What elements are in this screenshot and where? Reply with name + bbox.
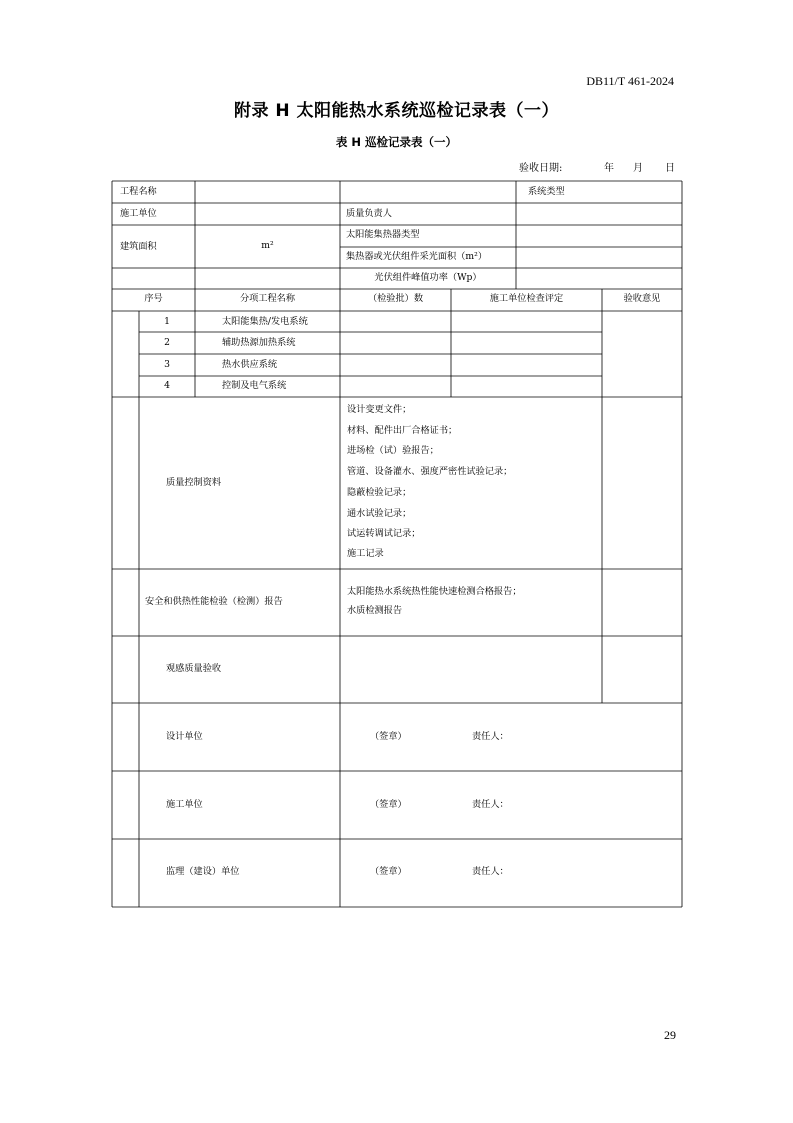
seal-label: （签章） [370,866,407,877]
seal-label: （签章） [370,731,407,742]
building-area-label: 建筑面积 [120,241,157,252]
quality-doc-item: 通水试验记录； [347,508,412,519]
quality-docs-label: 质量控制资料 [166,477,222,488]
page-number: 29 [664,1028,676,1042]
date-year: 年 [604,163,614,174]
responsible-person-label: 责任人： [472,731,509,742]
quality-doc-item: 设计变更文件； [347,404,412,415]
quality-doc-item: 进场检（试）验报告； [347,445,439,456]
pv-peak-power-label: 光伏组件峰值功率（Wp） [374,272,482,283]
appearance-quality-label: 观感质量验收 [166,663,222,674]
col-header-batch: （检验批）数 [367,293,424,304]
item-no: 2 [164,337,170,348]
responsible-person-label: 责任人： [472,866,509,877]
collector-area-label: 集热器或光伏组件采光面积（m²） [346,251,488,262]
safety-report-item: 水质检测报告 [347,605,403,616]
col-header-subproject: 分项工程名称 [239,293,296,304]
construction-unit-label: 施工单位 [120,208,157,219]
inspection-record-table [112,181,682,907]
area-unit: m² [261,240,274,251]
quality-doc-item: 试运转调试记录； [347,528,421,539]
collector-type-label: 太阳能集热器类型 [346,229,420,240]
date-day: 日 [665,163,675,174]
document-code: DB11/T 461-2024 [586,74,674,88]
item-no: 3 [164,359,170,370]
quality-person-label: 质量负责人 [346,208,392,219]
quality-doc-item: 隐蔽检验记录； [347,487,412,498]
system-type-label: 系统类型 [528,186,565,197]
col-header-seq: 序号 [144,293,163,304]
quality-doc-item: 管道、设备灌水、强度严密性试验记录； [347,466,513,477]
responsible-person-label: 责任人： [472,799,509,810]
item-no: 4 [164,380,170,391]
quality-doc-item: 施工记录 [347,548,384,559]
page-title: 附录 H 太阳能热水系统巡检记录表（一） [233,101,560,121]
safety-report-label: 安全和供热性能检验（检测）报告 [145,596,283,607]
col-header-inspection: 施工单位检查评定 [489,293,564,304]
acceptance-date-label: 验收日期: [519,163,563,174]
safety-report-item: 太阳能热水系统热性能快速检测合格报告； [347,586,522,597]
item-no: 1 [164,316,170,327]
project-name-label: 工程名称 [120,186,157,197]
item-name: 辅助热源加热系统 [222,337,296,348]
item-name: 热水供应系统 [222,359,278,370]
item-name: 太阳能集热/发电系统 [222,316,308,327]
table-caption: 表 H 巡检记录表（一） [335,135,458,149]
item-name: 控制及电气系统 [222,380,287,391]
col-header-opinion: 验收意见 [623,293,661,304]
seal-label: （签章） [370,799,407,810]
quality-doc-item: 材料、配件出厂合格证书； [347,425,458,436]
sign-unit-label: 施工单位 [166,799,203,810]
sign-unit-label: 设计单位 [166,731,203,742]
sign-unit-label: 监理（建设）单位 [166,866,240,877]
date-month: 月 [633,163,643,174]
